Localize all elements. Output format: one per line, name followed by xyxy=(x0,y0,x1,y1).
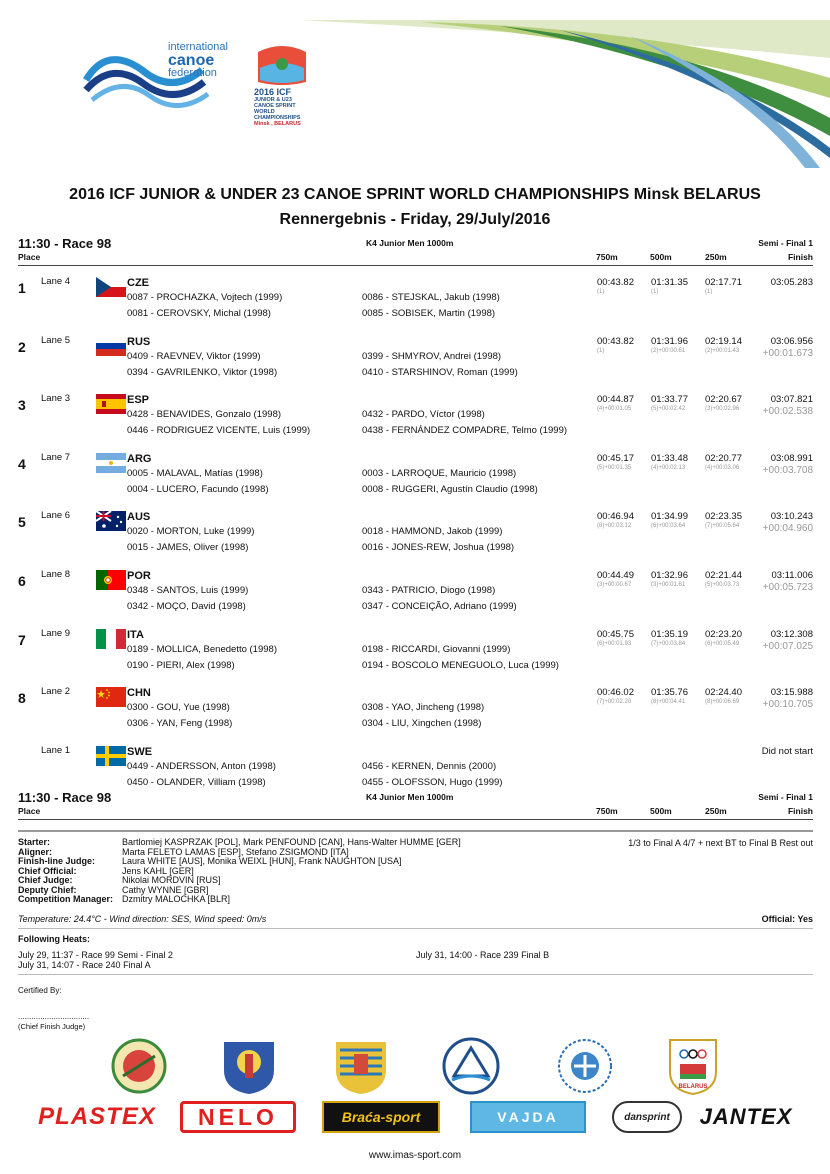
region-coat-of-arms-icon xyxy=(332,1036,390,1096)
place-number: 8 xyxy=(18,690,26,707)
split-500: 01:33.77 (5)+00:02.42 xyxy=(651,394,688,413)
finish-time: 03:10.243 +00:04.960 xyxy=(762,511,813,535)
lane-label: Lane 6 xyxy=(41,510,71,522)
finish-time: 03:11.006 +00:05.723 xyxy=(762,570,813,593)
finish-time: 03:05.283 xyxy=(770,277,813,288)
athlete-name: 0085 - SOBISEK, Martin (1998) xyxy=(362,308,496,319)
championship-logo-text xyxy=(254,88,314,127)
result-row xyxy=(0,686,830,736)
flag-por-icon xyxy=(96,570,126,590)
icf-text-line3: federation xyxy=(168,67,217,79)
official-value: Nikolai MORDVIN [RUS] xyxy=(122,875,221,885)
olympic-committee-emblem xyxy=(664,1036,722,1096)
nation-code: SWE xyxy=(127,745,153,758)
athlete-name: 0438 - FERNÁNDEZ COMPADRE, Telmo (1999) xyxy=(362,425,568,437)
split-750: 00:43.82 (1) xyxy=(597,335,634,354)
flag-ita-icon xyxy=(96,629,126,649)
athlete-name: 0008 - RUGGERI, Agustín Claudio (1998) xyxy=(362,483,538,495)
race-category: K4 Junior Men 1000m xyxy=(366,238,454,248)
finish-time: Did not start xyxy=(761,745,813,757)
athlete-name: 0428 - BENAVIDES, Gonzalo (1998) xyxy=(127,409,282,421)
flag-esp-icon xyxy=(96,394,126,414)
official-value: Bartlomiej KASPRZAK [POL], Mark PENFOUND [CAN], Hans-Walter HUMME [GER] xyxy=(122,837,461,847)
place-column-header: Place xyxy=(18,806,41,816)
icf-text-line1: international xyxy=(168,41,228,53)
athlete-name: 0086 - STEJSKAL, Jakub (1998) xyxy=(362,292,500,303)
event-logo-line4: WORLD CHAMPIONSHIPS xyxy=(254,109,301,121)
flag-cze-icon xyxy=(96,277,126,297)
divider xyxy=(18,928,813,929)
official-label: Competition Manager: xyxy=(18,894,114,904)
place-column-header: Place xyxy=(18,252,41,262)
split-750-header: 750m xyxy=(596,252,618,262)
athlete-name: 0005 - MALAVAL, Matías (1998) xyxy=(127,467,263,479)
divider xyxy=(18,830,813,832)
athlete-name: 0446 - RODRIGUEZ VICENTE, Luis (1999) xyxy=(127,425,311,437)
chief-finish-judge-label: (Chief Finish Judge) xyxy=(18,1022,86,1031)
official-value: Dzmitry MALOCHKA [BLR] xyxy=(122,894,231,904)
nation-code: CZE xyxy=(127,277,149,289)
athlete-name: 0020 - MORTON, Luke (1999) xyxy=(127,526,255,538)
following-heats-title: Following Heats: xyxy=(18,934,90,944)
athlete-name: 0003 - LARROQUE, Mauricio (1998) xyxy=(362,467,517,479)
race-time: 11:30 - Race 98 xyxy=(18,790,112,805)
split-500-header: 500m xyxy=(650,806,672,816)
split-250: 02:20.67 (3)+00:02.96 xyxy=(705,394,742,413)
official-label: Finish-line Judge: xyxy=(18,856,96,866)
nation-code: POR xyxy=(127,570,151,582)
finish-time: 03:15.988 +00:10.705 xyxy=(762,687,813,711)
following-heat: July 31, 14:00 - Race 239 Final B xyxy=(416,950,550,960)
athlete-name: 0300 - GOU, Yue (1998) xyxy=(127,702,230,714)
icf-logo-text xyxy=(168,42,228,79)
result-row xyxy=(0,393,830,443)
split-750: 00:45.17 (5)+00:01.35 xyxy=(597,452,634,471)
result-row xyxy=(0,745,830,795)
race-time: 11:30 - Race 98 xyxy=(18,236,112,251)
qualification-rule: 1/3 to Final A 4/7 + next BT to Final B Rest out xyxy=(628,838,813,848)
place-number: 1 xyxy=(18,280,26,296)
athlete-name: 0304 - LIU, Xingchen (1998) xyxy=(362,718,482,730)
split-750-header: 750m xyxy=(596,806,618,816)
athlete-name: 0306 - YAN, Feng (1998) xyxy=(127,718,233,730)
place-number: 6 xyxy=(18,573,26,589)
place-number: 5 xyxy=(18,514,26,531)
athlete-name: 0399 - SHMYROV, Andrei (1998) xyxy=(362,350,502,362)
finish-time: 03:07.821 +00:02.538 xyxy=(762,394,813,418)
official-label: Deputy Chief: xyxy=(18,884,77,895)
split-750: 00:46.02 (7)+00:02.20 xyxy=(597,687,634,706)
split-250: 02:23.35 (7)+00:05.64 xyxy=(705,511,742,530)
athlete-name: 0087 - PROCHAZKA, Vojtech (1999) xyxy=(127,292,283,303)
result-row xyxy=(0,628,830,678)
split-750: 00:46.94 (8)+00:03.12 xyxy=(597,511,634,530)
athlete-name: 0190 - PIERI, Alex (1998) xyxy=(127,659,235,671)
athlete-name: 0194 - BOSCOLO MENEGUOLO, Luca (1999) xyxy=(362,659,559,671)
split-250: 02:23.20 (6)+00:05.49 xyxy=(705,628,742,647)
nation-code: ESP xyxy=(127,394,150,407)
flag-swe-icon xyxy=(96,746,126,766)
athlete-name: 0189 - MOLLICA, Benedetto (1998) xyxy=(127,643,277,655)
result-row xyxy=(0,510,830,560)
flag-rus-icon xyxy=(96,336,126,356)
page-title: 2016 ICF JUNIOR & UNDER 23 CANOE SPRINT WORLD CHAMPIONSHIPS Minsk BELARUS xyxy=(69,186,761,203)
athlete-name: 0342 - MOÇO, David (1998) xyxy=(127,601,246,612)
split-250-header: 250m xyxy=(705,252,727,262)
athlete-name: 0016 - JONES-REW, Joshua (1998) xyxy=(362,542,515,554)
lane-label: Lane 2 xyxy=(41,686,71,698)
split-500-header: 500m xyxy=(650,252,672,262)
athlete-name: 0394 - GAVRILENKO, Viktor (1998) xyxy=(127,366,278,378)
official-label: Chief Judge: xyxy=(18,875,73,885)
split-250: 02:17.71 (1) xyxy=(705,277,742,295)
signature-line: ................................ xyxy=(18,1012,90,1021)
place-number: 2 xyxy=(18,338,26,355)
athlete-name: 0004 - LUCERO, Facundo (1998) xyxy=(127,483,269,495)
split-250-header: 250m xyxy=(705,806,727,816)
athlete-name: 0456 - KERNEN, Dennis (2000) xyxy=(362,760,497,772)
official-label: Chief Official: xyxy=(18,865,77,876)
athlete-name: 0450 - OLANDER, Villiam (1998) xyxy=(127,776,266,788)
athlete-name: 0449 - ANDERSSON, Anton (1998) xyxy=(127,760,276,772)
place-number: 3 xyxy=(18,397,26,414)
lane-label: Lane 8 xyxy=(41,569,71,580)
split-500: 01:32.96 (3)+00:01.61 xyxy=(651,570,688,588)
split-750: 00:43.82 (1) xyxy=(597,277,634,295)
race-phase: Semi - Final 1 xyxy=(758,238,813,248)
lane-label: Lane 5 xyxy=(41,334,71,346)
athlete-name: 0347 - CONCEIÇÃO, Adriano (1999) xyxy=(362,601,517,612)
icf-text-line2: canoe xyxy=(168,52,215,69)
race-phase: Semi - Final 1 xyxy=(758,792,813,802)
split-250: 02:24.40 (8)+00:06.69 xyxy=(705,687,742,706)
official-status: Official: Yes xyxy=(761,914,813,924)
race-header-top xyxy=(18,236,813,266)
sponsor-braca-sport-logo: Braća-sport xyxy=(322,1101,440,1133)
official-value: Cathy WYNNE [GBR] xyxy=(122,884,209,895)
place-number: 7 xyxy=(18,631,26,648)
lane-label: Lane 7 xyxy=(41,451,71,463)
belarus-emblem-text: BELARUS xyxy=(678,1084,708,1090)
sports-ministry-emblem xyxy=(556,1036,614,1096)
sponsor-dansprint-logo: dansprint xyxy=(612,1101,682,1133)
official-label: Aligner: xyxy=(18,846,53,857)
federation-emblem-1 xyxy=(110,1036,168,1096)
split-500: 01:33.48 (4)+00:02.13 xyxy=(651,452,688,471)
athlete-name: 0455 - OLOFSSON, Hugo (1999) xyxy=(362,776,503,788)
event-logo-line2: JUNIOR & U23 xyxy=(254,97,292,103)
following-heat: July 29, 11:37 - Race 99 Semi - Final 2 xyxy=(18,950,173,960)
split-250: 02:19.14 (2)+00:01.43 xyxy=(705,335,742,354)
event-logo-city: Minsk , BELARUS xyxy=(254,121,301,127)
athlete-name: 0432 - PARDO, Víctor (1998) xyxy=(362,409,485,421)
website-url: www.imas-sport.com xyxy=(368,1150,462,1161)
sponsor-nelo-logo: NELO xyxy=(180,1101,296,1133)
flag-arg-icon xyxy=(96,453,126,473)
nation-code: CHN xyxy=(127,687,151,700)
nation-code: RUS xyxy=(127,335,151,348)
split-250: 02:20.77 (4)+00:03.06 xyxy=(705,452,742,471)
nation-code: AUS xyxy=(127,511,151,524)
event-logo-year: 2016 ICF xyxy=(254,87,292,97)
athlete-name: 0343 - PATRICIO, Diogo (1998) xyxy=(362,585,496,596)
flag-chn-icon xyxy=(96,687,126,707)
place-number: 4 xyxy=(18,455,26,472)
city-coat-of-arms-icon xyxy=(220,1036,278,1096)
split-500: 01:35.76 (8)+00:04.41 xyxy=(651,687,688,706)
finish-column-header: Finish xyxy=(787,806,813,816)
finish-time: 03:08.991 +00:03.708 xyxy=(762,452,813,476)
race-category: K4 Junior Men 1000m xyxy=(366,792,454,802)
lane-label: Lane 1 xyxy=(41,744,71,756)
sponsor-jantex-logo: JANTEX xyxy=(699,1104,793,1129)
finish-time: 03:12.308 +00:07.025 xyxy=(762,628,813,652)
finish-time: 03:06.956 +00:01.673 xyxy=(762,335,813,359)
athlete-name: 0015 - JAMES, Oliver (1998) xyxy=(127,542,249,554)
athlete-name: 0198 - RICCARDI, Giovanni (1999) xyxy=(362,643,511,655)
official-value: Jens KAHL [GER] xyxy=(122,865,194,876)
split-500: 01:31.35 (1) xyxy=(651,277,688,295)
athlete-name: 0409 - RAEVNEV, Viktor (1999) xyxy=(127,350,261,362)
athlete-name: 0018 - HAMMOND, Jakob (1999) xyxy=(362,526,503,538)
sponsor-plastex-logo: PLASTEX xyxy=(38,1103,156,1130)
divider xyxy=(18,974,813,975)
nation-code: ARG xyxy=(127,452,152,465)
official-label: Starter: xyxy=(18,837,51,847)
athlete-name: 0348 - SANTOS, Luis (1999) xyxy=(127,585,249,596)
athlete-name: 0308 - YAO, Jincheng (1998) xyxy=(362,702,485,714)
result-row xyxy=(0,452,830,502)
split-750: 00:45.75 (6)+00:01.93 xyxy=(597,628,634,647)
header-swoosh-graphic xyxy=(300,18,830,168)
athlete-name: 0081 - CEROVSKY, Michal (1998) xyxy=(127,308,271,319)
following-heat: July 31, 14:07 - Race 240 Final A xyxy=(18,960,151,970)
event-logo-line3: CANOE SPRINT xyxy=(254,103,296,109)
athlete-name: 0410 - STARSHINOV, Roman (1999) xyxy=(362,366,518,378)
nation-code: ITA xyxy=(127,628,144,641)
weather-info: Temperature: 24.4°C - Wind direction: SES, Wind speed: 0m/s xyxy=(18,914,267,924)
flag-aus-icon xyxy=(96,511,126,531)
official-value: Laura WHITE [AUS], Monika WEIXL [HUN], Frank NAUGHTON [USA] xyxy=(122,856,402,866)
lane-label: Lane 4 xyxy=(41,276,71,287)
split-750: 00:44.49 (3)+00:00.67 xyxy=(597,570,634,588)
page-subtitle: Rennergebnis - Friday, 29/July/2016 xyxy=(279,211,551,228)
race-header-bottom xyxy=(18,790,813,820)
split-500: 01:35.19 (7)+00:03.84 xyxy=(651,628,688,647)
split-750: 00:44.87 (4)+00:01.05 xyxy=(597,394,634,413)
canoe-federation-emblem xyxy=(442,1036,500,1096)
lane-label: Lane 9 xyxy=(41,627,71,639)
result-row xyxy=(0,335,830,385)
sponsor-vajda-logo: VAJDA xyxy=(470,1101,586,1133)
result-row xyxy=(0,569,830,619)
split-250: 02:21.44 (5)+00:03.73 xyxy=(705,570,742,588)
official-value: Marta FELETO LAMAS [ESP], Stefano ZSIGMOND [ITA] xyxy=(122,846,349,857)
result-row xyxy=(0,276,830,326)
certified-by-label: Certified By: xyxy=(18,986,62,995)
finish-column-header: Finish xyxy=(787,252,813,262)
split-500: 01:34.99 (6)+00:03.64 xyxy=(651,511,688,530)
lane-label: Lane 3 xyxy=(41,393,71,405)
split-500: 01:31.96 (2)+00:00.61 xyxy=(651,335,688,354)
